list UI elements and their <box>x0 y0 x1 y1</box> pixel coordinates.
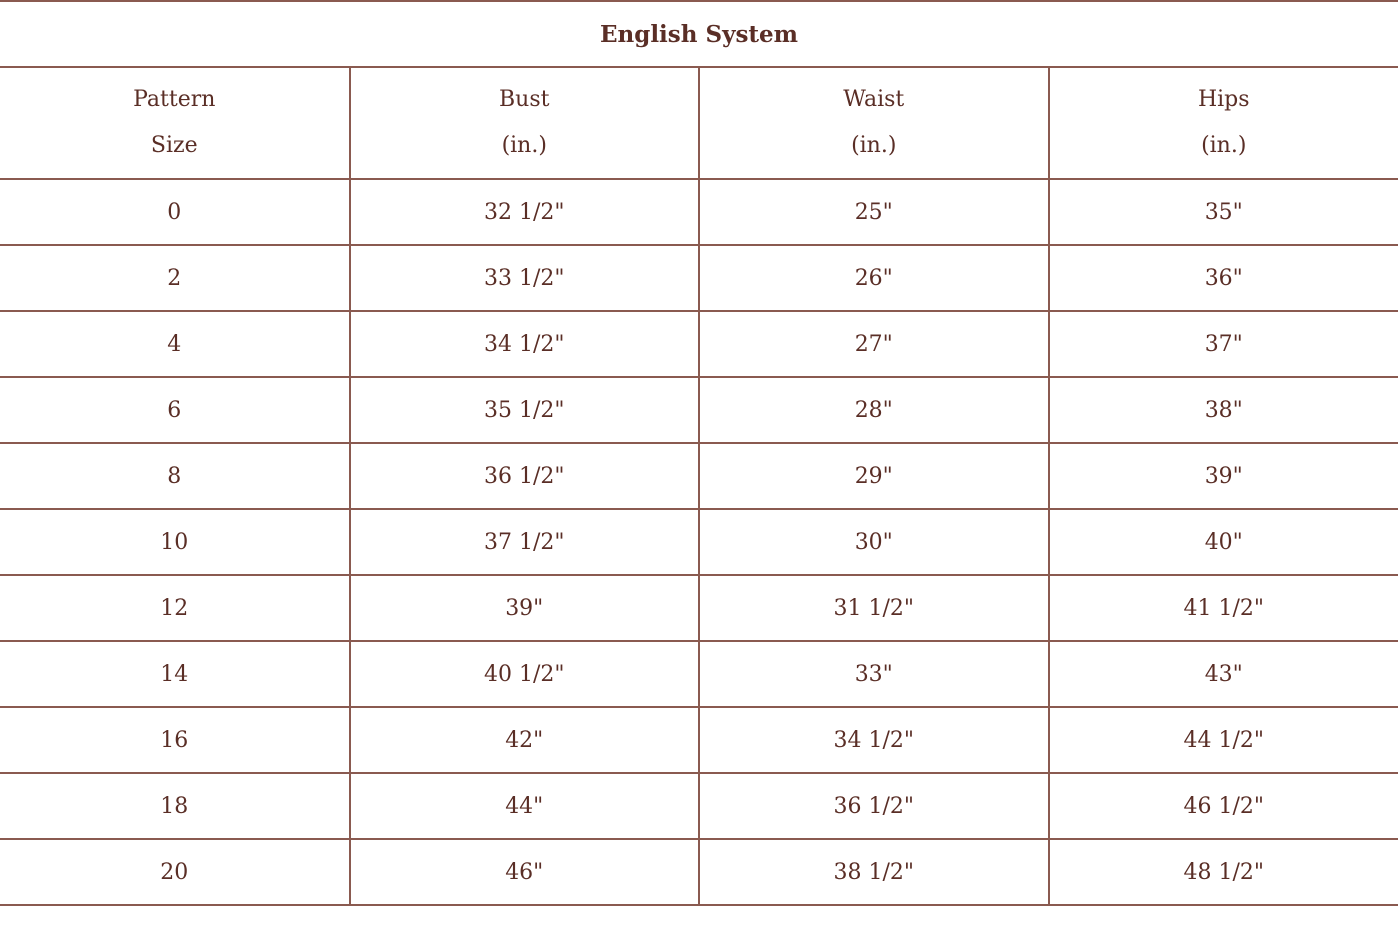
header-bust <box>350 67 700 179</box>
waist-cell: 28" <box>699 377 1049 443</box>
bust-cell: 40 1/2" <box>350 641 700 707</box>
table-row <box>0 443 1398 509</box>
pattern-size-cell: 18 <box>0 773 350 839</box>
waist-cell: 27" <box>699 311 1049 377</box>
table-row <box>0 311 1398 377</box>
hips-cell: 46 1/2" <box>1049 773 1398 839</box>
waist-cell: 38 1/2" <box>699 839 1049 905</box>
header-line: Hips <box>1197 87 1250 112</box>
waist-cell: 30" <box>699 509 1049 575</box>
table-row <box>0 707 1398 773</box>
table-row <box>0 509 1398 575</box>
waist-cell: 25" <box>699 179 1049 245</box>
header-line: Size <box>150 133 198 158</box>
hips-cell: 44 1/2" <box>1049 707 1398 773</box>
pattern-size-cell: 4 <box>0 311 350 377</box>
hips-cell: 41 1/2" <box>1049 575 1398 641</box>
hips-cell: 40" <box>1049 509 1398 575</box>
table-row <box>0 575 1398 641</box>
waist-cell: 29" <box>699 443 1049 509</box>
table-row <box>0 773 1398 839</box>
header-pattern-size <box>0 67 350 179</box>
waist-cell: 31 1/2" <box>699 575 1049 641</box>
header-line: (in.) <box>1201 133 1247 158</box>
pattern-size-cell: 16 <box>0 707 350 773</box>
pattern-size-cell: 0 <box>0 179 350 245</box>
table-row <box>0 245 1398 311</box>
table-row <box>0 377 1398 443</box>
header-hips <box>1049 67 1398 179</box>
pattern-size-cell: 10 <box>0 509 350 575</box>
table-row <box>0 839 1398 905</box>
header-line: (in.) <box>851 133 897 158</box>
bust-cell: 42" <box>350 707 700 773</box>
hips-cell: 39" <box>1049 443 1398 509</box>
hips-cell: 36" <box>1049 245 1398 311</box>
bust-cell: 39" <box>350 575 700 641</box>
bust-cell: 34 1/2" <box>350 311 700 377</box>
bust-cell: 44" <box>350 773 700 839</box>
waist-cell: 26" <box>699 245 1049 311</box>
hips-cell: 43" <box>1049 641 1398 707</box>
bust-cell: 46" <box>350 839 700 905</box>
header-waist <box>699 67 1049 179</box>
bust-cell: 36 1/2" <box>350 443 700 509</box>
table-row <box>0 179 1398 245</box>
title-row <box>0 1 1398 67</box>
bust-cell: 35 1/2" <box>350 377 700 443</box>
bust-cell: 33 1/2" <box>350 245 700 311</box>
pattern-size-cell: 12 <box>0 575 350 641</box>
header-line: Pattern <box>133 87 216 112</box>
pattern-size-cell: 2 <box>0 245 350 311</box>
hips-cell: 38" <box>1049 377 1398 443</box>
hips-cell: 35" <box>1049 179 1398 245</box>
pattern-size-cell: 8 <box>0 443 350 509</box>
hips-cell: 37" <box>1049 311 1398 377</box>
pattern-size-cell: 14 <box>0 641 350 707</box>
hips-cell: 48 1/2" <box>1049 839 1398 905</box>
bust-cell: 32 1/2" <box>350 179 700 245</box>
pattern-size-cell: 6 <box>0 377 350 443</box>
table-body <box>0 179 1398 905</box>
header-line: (in.) <box>501 133 547 158</box>
header-row <box>0 67 1398 179</box>
pattern-size-cell: 20 <box>0 839 350 905</box>
waist-cell: 34 1/2" <box>699 707 1049 773</box>
header-line: Bust <box>499 87 550 112</box>
bust-cell: 37 1/2" <box>350 509 700 575</box>
table-title: English System <box>0 1 1398 67</box>
header-line: Waist <box>843 87 905 112</box>
waist-cell: 36 1/2" <box>699 773 1049 839</box>
waist-cell: 33" <box>699 641 1049 707</box>
table-row <box>0 641 1398 707</box>
